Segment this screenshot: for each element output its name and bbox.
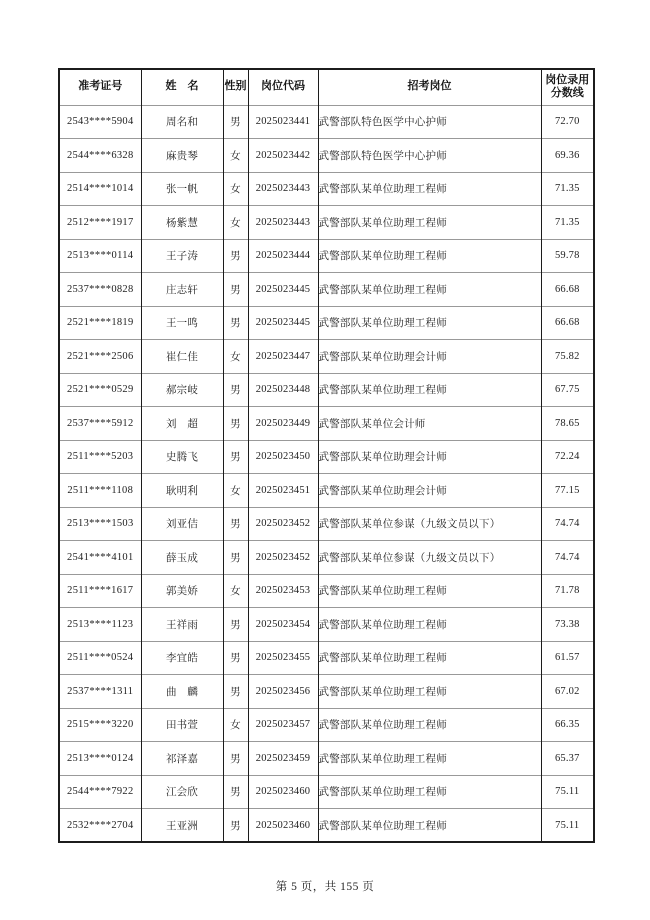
cell-name: 耿明利: [141, 474, 223, 508]
cell-code: 2025023445: [248, 273, 318, 307]
cell-name: 江会欣: [141, 775, 223, 809]
cell-gender: 男: [223, 373, 248, 407]
cell-position: 武警部队某单位助理会计师: [318, 340, 541, 374]
cell-name: 庄志轩: [141, 273, 223, 307]
cell-code: 2025023460: [248, 775, 318, 809]
cell-score: 75.11: [541, 775, 594, 809]
cell-score: 67.75: [541, 373, 594, 407]
cell-position: 武警部队某单位助理工程师: [318, 574, 541, 608]
header-cutoff-score: 岗位录用分数线: [541, 69, 594, 105]
cell-position: 武警部队某单位助理工程师: [318, 641, 541, 675]
cell-ticket: 2514****1014: [59, 172, 141, 206]
cell-code: 2025023447: [248, 340, 318, 374]
cell-position: 武警部队某单位助理工程师: [318, 172, 541, 206]
table-row: [59, 708, 594, 742]
table-row: [59, 507, 594, 541]
cell-ticket: 2537****1311: [59, 675, 141, 709]
cell-gender: 男: [223, 541, 248, 575]
cell-gender: 男: [223, 742, 248, 776]
table-row: [59, 574, 594, 608]
cell-name: 刘 超: [141, 407, 223, 441]
header-position-code: 岗位代码: [248, 69, 318, 105]
cell-name: 祁泽嘉: [141, 742, 223, 776]
header-row: [59, 69, 594, 105]
cell-score: 77.15: [541, 474, 594, 508]
cell-gender: 女: [223, 172, 248, 206]
cell-code: 2025023451: [248, 474, 318, 508]
cell-code: 2025023457: [248, 708, 318, 742]
cell-name: 薛玉成: [141, 541, 223, 575]
cell-code: 2025023449: [248, 407, 318, 441]
table-row: [59, 675, 594, 709]
table-row: [59, 608, 594, 642]
cell-position: 武警部队某单位助理工程师: [318, 239, 541, 273]
cell-position: 武警部队某单位助理工程师: [318, 373, 541, 407]
cell-name: 王亚洲: [141, 809, 223, 843]
header-position-title: 招考岗位: [318, 69, 541, 105]
cell-ticket: 2511****0524: [59, 641, 141, 675]
cell-ticket: 2521****1819: [59, 306, 141, 340]
cell-position: 武警部队某单位参谋（九级文员以下）: [318, 541, 541, 575]
cell-score: 72.24: [541, 440, 594, 474]
table-header: [59, 69, 594, 105]
cell-code: 2025023443: [248, 206, 318, 240]
cell-code: 2025023442: [248, 139, 318, 173]
cell-gender: 女: [223, 574, 248, 608]
cell-name: 王一鸣: [141, 306, 223, 340]
cell-ticket: 2543****5904: [59, 105, 141, 139]
cell-score: 71.78: [541, 574, 594, 608]
cell-position: 武警部队某单位助理工程师: [318, 708, 541, 742]
table-body: [59, 105, 594, 842]
cell-name: 田书萱: [141, 708, 223, 742]
cell-gender: 男: [223, 239, 248, 273]
header-gender: 性别: [223, 69, 248, 105]
cell-position: 武警部队某单位助理工程师: [318, 608, 541, 642]
cell-ticket: 2511****1108: [59, 474, 141, 508]
cell-position: 武警部队某单位会计师: [318, 407, 541, 441]
cell-gender: 男: [223, 809, 248, 843]
cell-ticket: 2532****2704: [59, 809, 141, 843]
cell-code: 2025023452: [248, 507, 318, 541]
cell-name: 麻贵琴: [141, 139, 223, 173]
cell-code: 2025023448: [248, 373, 318, 407]
cell-name: 郝宗岐: [141, 373, 223, 407]
cell-code: 2025023441: [248, 105, 318, 139]
cell-name: 周名和: [141, 105, 223, 139]
score-table: [58, 68, 595, 843]
cell-ticket: 2521****2506: [59, 340, 141, 374]
cell-position: 武警部队某单位助理工程师: [318, 306, 541, 340]
cell-score: 59.78: [541, 239, 594, 273]
cell-code: 2025023454: [248, 608, 318, 642]
cell-score: 66.35: [541, 708, 594, 742]
cell-position: 武警部队某单位助理工程师: [318, 273, 541, 307]
cell-position: 武警部队某单位助理会计师: [318, 440, 541, 474]
table-row: [59, 742, 594, 776]
page-footer: 第 5 页，共 155 页: [275, 881, 375, 893]
cell-score: 74.74: [541, 507, 594, 541]
cell-gender: 女: [223, 708, 248, 742]
cell-name: 张一帆: [141, 172, 223, 206]
cell-gender: 女: [223, 139, 248, 173]
cell-ticket: 2511****5203: [59, 440, 141, 474]
cell-gender: 男: [223, 306, 248, 340]
cell-position: 武警部队特色医学中心护师: [318, 139, 541, 173]
cell-position: 武警部队特色医学中心护师: [318, 105, 541, 139]
cell-ticket: 2511****1617: [59, 574, 141, 608]
cell-score: 71.35: [541, 206, 594, 240]
table-row: [59, 775, 594, 809]
cell-name: 王子涛: [141, 239, 223, 273]
cell-score: 61.57: [541, 641, 594, 675]
cell-code: 2025023455: [248, 641, 318, 675]
cell-ticket: 2521****0529: [59, 373, 141, 407]
cell-code: 2025023443: [248, 172, 318, 206]
cell-code: 2025023456: [248, 675, 318, 709]
cell-score: 73.38: [541, 608, 594, 642]
cell-ticket: 2515****3220: [59, 708, 141, 742]
cell-name: 崔仁佳: [141, 340, 223, 374]
cell-gender: 男: [223, 273, 248, 307]
cell-code: 2025023445: [248, 306, 318, 340]
cell-position: 武警部队某单位助理工程师: [318, 206, 541, 240]
table-row: [59, 440, 594, 474]
cell-ticket: 2537****0828: [59, 273, 141, 307]
table-row: [59, 172, 594, 206]
cell-position: 武警部队某单位助理工程师: [318, 809, 541, 843]
table-row: [59, 139, 594, 173]
cell-gender: 男: [223, 675, 248, 709]
table-row: [59, 273, 594, 307]
cell-score: 66.68: [541, 273, 594, 307]
cell-code: 2025023453: [248, 574, 318, 608]
cell-score: 67.02: [541, 675, 594, 709]
table-row: [59, 541, 594, 575]
cell-score: 75.82: [541, 340, 594, 374]
cell-position: 武警部队某单位助理工程师: [318, 775, 541, 809]
table-row: [59, 206, 594, 240]
table-row: [59, 641, 594, 675]
cell-score: 65.37: [541, 742, 594, 776]
cell-score: 69.36: [541, 139, 594, 173]
cell-ticket: 2513****1123: [59, 608, 141, 642]
cell-score: 74.74: [541, 541, 594, 575]
cell-gender: 男: [223, 775, 248, 809]
cell-ticket: 2512****1917: [59, 206, 141, 240]
cell-name: 刘亚佶: [141, 507, 223, 541]
cell-gender: 女: [223, 340, 248, 374]
cell-gender: 男: [223, 407, 248, 441]
header-name: 姓 名: [141, 69, 223, 105]
cell-gender: 男: [223, 440, 248, 474]
cell-gender: 男: [223, 105, 248, 139]
cell-code: 2025023459: [248, 742, 318, 776]
cell-gender: 男: [223, 641, 248, 675]
cell-gender: 女: [223, 206, 248, 240]
cell-code: 2025023450: [248, 440, 318, 474]
cell-code: 2025023460: [248, 809, 318, 843]
table-row: [59, 340, 594, 374]
cell-name: 史腾飞: [141, 440, 223, 474]
cell-gender: 男: [223, 507, 248, 541]
cell-ticket: 2513****1503: [59, 507, 141, 541]
cell-score: 75.11: [541, 809, 594, 843]
cell-ticket: 2513****0114: [59, 239, 141, 273]
cell-name: 李宜皓: [141, 641, 223, 675]
table-row: [59, 407, 594, 441]
cell-gender: 女: [223, 474, 248, 508]
cell-score: 78.65: [541, 407, 594, 441]
cell-ticket: 2537****5912: [59, 407, 141, 441]
cell-code: 2025023444: [248, 239, 318, 273]
cell-ticket: 2544****7922: [59, 775, 141, 809]
cell-score: 72.70: [541, 105, 594, 139]
table-row: [59, 105, 594, 139]
header-ticket-number: 准考证号: [59, 69, 141, 105]
cell-name: 郭美娇: [141, 574, 223, 608]
table-row: [59, 474, 594, 508]
cell-score: 71.35: [541, 172, 594, 206]
cell-position: 武警部队某单位助理会计师: [318, 474, 541, 508]
cell-position: 武警部队某单位助理工程师: [318, 675, 541, 709]
cell-gender: 男: [223, 608, 248, 642]
table-row: [59, 809, 594, 843]
cell-ticket: 2544****6328: [59, 139, 141, 173]
cell-name: 杨紫慧: [141, 206, 223, 240]
cell-name: 王祥雨: [141, 608, 223, 642]
cell-position: 武警部队某单位参谋（九级文员以下）: [318, 507, 541, 541]
cell-ticket: 2541****4101: [59, 541, 141, 575]
table-row: [59, 373, 594, 407]
table-row: [59, 306, 594, 340]
cell-position: 武警部队某单位助理工程师: [318, 742, 541, 776]
cell-score: 66.68: [541, 306, 594, 340]
cell-name: 曲 麟: [141, 675, 223, 709]
cell-ticket: 2513****0124: [59, 742, 141, 776]
cell-code: 2025023452: [248, 541, 318, 575]
table-row: [59, 239, 594, 273]
